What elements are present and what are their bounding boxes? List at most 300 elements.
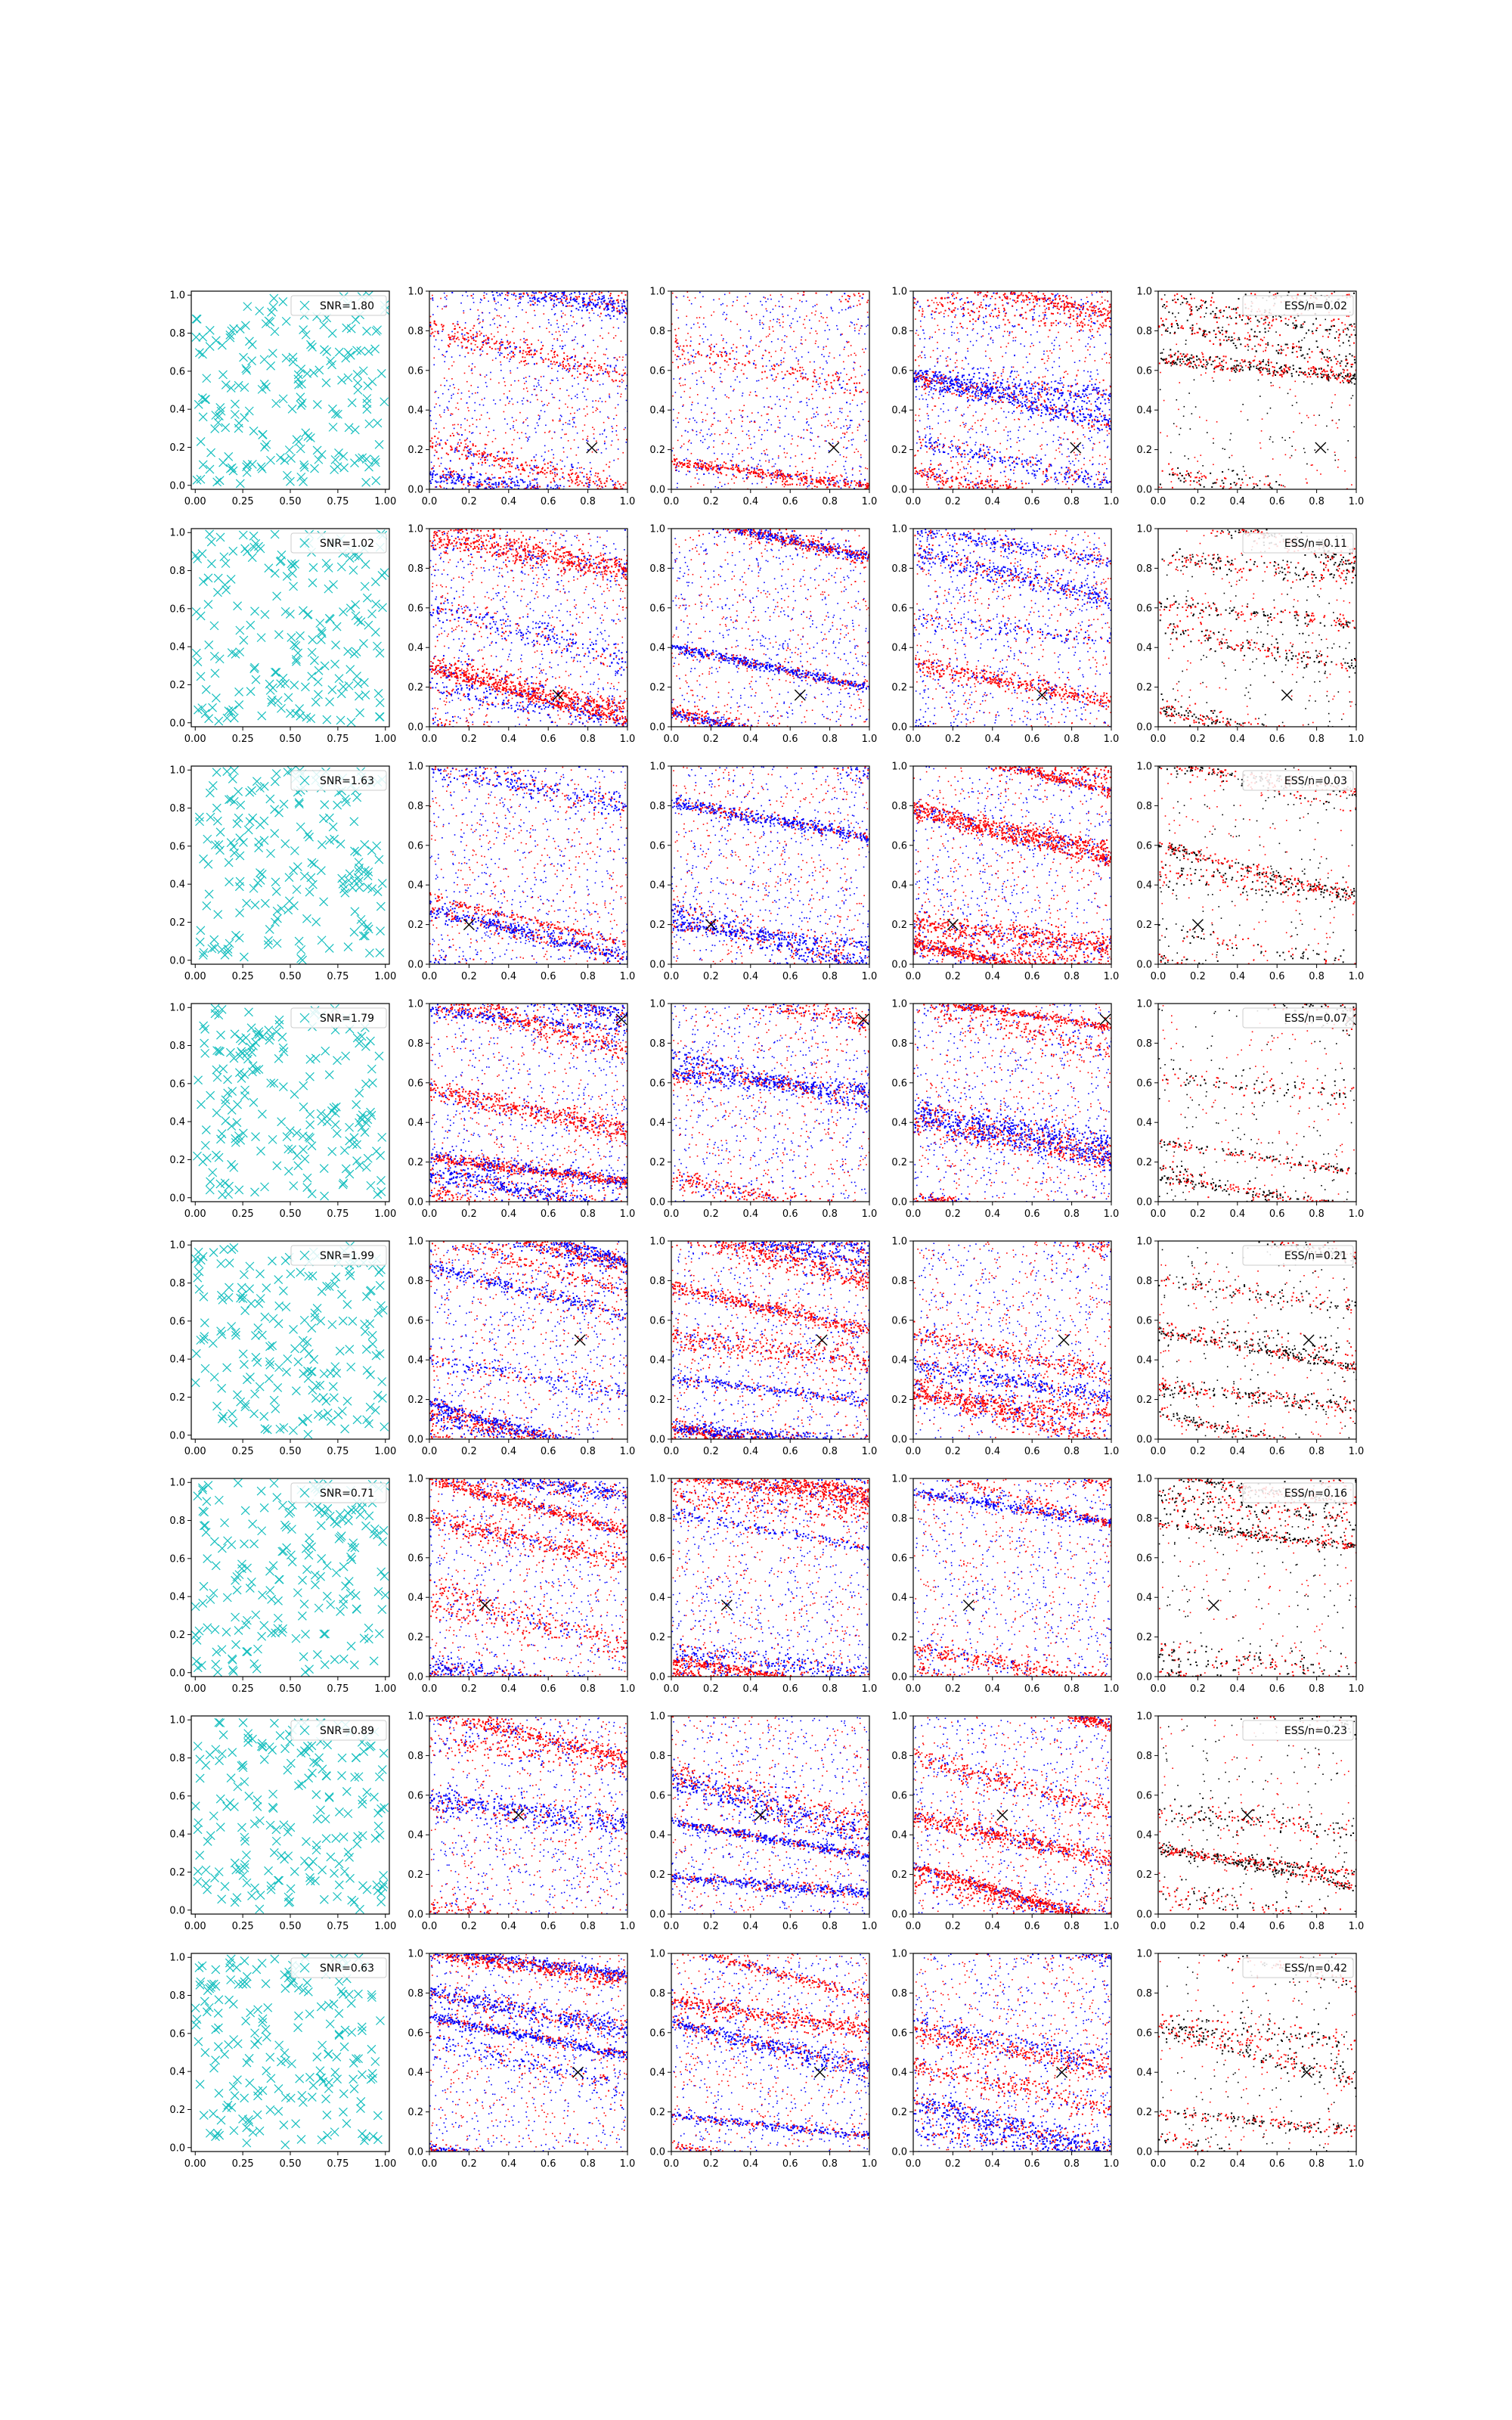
chain-point — [570, 448, 572, 450]
chain-point — [574, 417, 575, 418]
chain-point — [587, 389, 589, 390]
band-point — [1101, 429, 1103, 430]
band-point — [590, 470, 591, 472]
chain-point — [494, 336, 495, 337]
band-point — [710, 347, 711, 349]
chain-point — [672, 361, 674, 363]
band-point — [616, 308, 618, 309]
chain-point — [1052, 307, 1054, 309]
chain-point — [476, 419, 478, 420]
chain-point — [596, 481, 597, 482]
chain-point — [1099, 442, 1101, 443]
chain-point — [733, 301, 734, 302]
chain-point — [816, 411, 817, 413]
chain-point — [605, 354, 606, 355]
chain-point — [806, 402, 807, 404]
chain-point — [720, 381, 722, 383]
band-point — [556, 473, 558, 475]
chain-point — [609, 393, 610, 395]
band-point — [916, 386, 917, 387]
chain-point — [675, 392, 677, 393]
band-point — [594, 299, 596, 301]
band-point — [716, 464, 717, 466]
chain-point — [705, 420, 707, 421]
chain-point — [796, 358, 798, 359]
band-point — [503, 482, 504, 484]
sample-marker — [364, 382, 372, 390]
band-point — [543, 359, 544, 361]
chain-point — [458, 389, 460, 390]
chain-point — [525, 433, 527, 435]
chain-point — [953, 436, 955, 437]
band-point — [506, 458, 507, 460]
chain-point — [1085, 394, 1086, 396]
chain-point — [1054, 361, 1055, 363]
band-point — [600, 301, 602, 302]
band-point — [1065, 409, 1067, 411]
chain-point — [587, 479, 588, 480]
band-point — [544, 294, 546, 296]
chain-point — [823, 356, 825, 358]
band-point — [738, 465, 739, 467]
chain-point — [937, 481, 938, 482]
chain-point — [541, 401, 543, 402]
x-tick-label: 0.4 — [742, 496, 758, 507]
chain-point — [761, 358, 763, 359]
band-point — [709, 357, 711, 358]
band-point — [724, 360, 726, 361]
chain-point — [954, 298, 956, 299]
chain-point — [975, 411, 977, 413]
chain-point — [1048, 479, 1049, 481]
y-tick-label: 0.0 — [169, 480, 185, 492]
band-point — [676, 464, 677, 466]
band-point — [858, 293, 860, 294]
chain-point — [477, 319, 479, 321]
band-point — [562, 366, 564, 368]
band-point — [525, 462, 526, 464]
chain-point — [733, 482, 735, 484]
chain-point — [854, 369, 855, 371]
band-point — [448, 471, 449, 473]
band-point — [539, 486, 541, 488]
band-point — [470, 343, 472, 344]
band-point — [1055, 412, 1056, 414]
band-point — [836, 376, 838, 377]
chain-point — [1067, 374, 1069, 375]
chain-point — [457, 321, 459, 323]
chain-point — [535, 479, 537, 481]
band-point — [586, 482, 587, 484]
band-point — [610, 318, 612, 319]
chain-point — [812, 470, 813, 471]
band-point — [586, 476, 587, 478]
chain-point — [461, 392, 463, 394]
chain-point — [1046, 318, 1048, 319]
chain-point — [853, 306, 854, 307]
chain-point — [1109, 354, 1111, 355]
band-point — [1002, 402, 1004, 403]
chain-point — [497, 352, 499, 353]
band-point — [519, 350, 521, 352]
chain-point — [696, 353, 697, 355]
band-point — [493, 483, 494, 485]
band-point — [553, 466, 554, 467]
y-tick-label: 0.4 — [649, 405, 665, 417]
chain-point — [806, 422, 807, 424]
chain-point — [457, 345, 459, 346]
chain-point — [1013, 470, 1015, 471]
chain-point — [1059, 345, 1061, 346]
chain-point — [495, 438, 497, 439]
chain-point — [1052, 352, 1053, 354]
chain-point — [589, 317, 590, 318]
band-point — [961, 381, 962, 383]
chain-point — [731, 464, 733, 466]
band-point — [541, 292, 542, 293]
chain-point — [944, 438, 946, 439]
band-point — [520, 473, 522, 475]
chain-point — [858, 333, 860, 334]
chain-point — [623, 374, 624, 376]
band-point — [543, 361, 544, 363]
band-point — [683, 350, 685, 352]
band-point — [455, 448, 457, 449]
chain-point — [717, 487, 719, 489]
band-point — [946, 380, 947, 382]
chain-point — [957, 407, 959, 408]
chain-point — [921, 352, 922, 353]
chain-point — [577, 467, 578, 469]
band-point — [1038, 399, 1040, 401]
chain-point — [525, 419, 527, 420]
band-point — [457, 473, 458, 475]
band-point — [864, 479, 866, 480]
band-point — [748, 464, 749, 466]
sample-marker — [240, 353, 248, 361]
band-point — [829, 484, 831, 486]
chain-point — [916, 396, 917, 398]
chain-point — [942, 488, 943, 489]
band-point — [571, 306, 572, 307]
chain-point — [482, 464, 483, 466]
band-point — [592, 295, 593, 296]
chain-point — [928, 394, 930, 396]
band-point — [1003, 396, 1005, 398]
band-point — [496, 340, 497, 342]
band-point — [485, 462, 486, 464]
band-point — [915, 359, 916, 361]
chain-point — [784, 341, 785, 343]
chain-point — [956, 456, 957, 458]
chain-point — [993, 340, 994, 341]
band-point — [1020, 402, 1021, 403]
band-point — [553, 478, 554, 479]
y-tick-label: 0.2 — [649, 445, 665, 456]
chain-point — [720, 420, 721, 422]
chain-point — [1016, 377, 1018, 378]
chain-point — [773, 319, 774, 321]
chain-point — [771, 341, 773, 343]
chain-point — [510, 352, 511, 354]
band-point — [816, 479, 817, 481]
chain-point — [513, 427, 514, 429]
band-point — [569, 302, 570, 303]
chain-point — [951, 326, 953, 327]
chain-point — [763, 316, 764, 318]
chain-point — [857, 305, 858, 306]
chain-point — [498, 383, 500, 384]
chain-point — [541, 390, 542, 392]
chain-point — [929, 392, 931, 393]
chain-point — [951, 440, 953, 442]
band-point — [464, 440, 466, 442]
chain-point — [600, 335, 601, 337]
chain-point — [1045, 455, 1046, 456]
band-point — [802, 378, 804, 380]
chain-point — [515, 299, 516, 300]
sample-marker — [248, 357, 256, 365]
chain-point — [448, 408, 449, 409]
sample-marker — [199, 413, 207, 421]
band-point — [452, 476, 454, 477]
chain-point — [514, 380, 516, 382]
chain-point — [962, 442, 963, 444]
band-point — [557, 486, 559, 487]
chain-point — [1049, 350, 1051, 352]
chain-point — [741, 426, 742, 427]
band-point — [529, 484, 531, 486]
chain-point — [1061, 301, 1062, 302]
band-point — [613, 306, 615, 308]
chain-point — [819, 321, 820, 322]
chain-point — [565, 422, 567, 424]
band-point — [524, 470, 525, 471]
band-point — [610, 479, 612, 480]
band-point — [1029, 405, 1030, 407]
band-point — [577, 361, 578, 363]
chain-point — [808, 424, 810, 426]
chain-point — [479, 322, 481, 324]
chain-point — [1021, 480, 1023, 482]
chain-point — [1075, 455, 1077, 456]
chain-point — [970, 437, 971, 439]
chain-point — [779, 301, 780, 302]
band-point — [434, 436, 435, 437]
band-point — [736, 476, 737, 478]
chain-point — [592, 451, 593, 453]
band-point — [484, 480, 485, 482]
chain-point — [586, 439, 587, 441]
band-point — [562, 476, 563, 478]
chain-point — [683, 296, 685, 297]
chain-point — [497, 348, 499, 349]
sample-marker — [199, 461, 207, 469]
chain-point — [1052, 343, 1053, 344]
chain-point — [937, 437, 939, 439]
chain-point — [810, 333, 811, 334]
chain-point — [854, 293, 855, 295]
band-point — [749, 473, 751, 475]
chain-point — [444, 361, 445, 362]
band-point — [446, 452, 448, 454]
chain-point — [1108, 402, 1110, 403]
chain-point — [837, 372, 838, 374]
chain-point — [827, 325, 829, 327]
band-point — [1065, 419, 1067, 420]
band-point — [978, 395, 979, 396]
chain-point — [570, 315, 572, 317]
band-point — [461, 470, 463, 471]
chain-point — [460, 424, 462, 426]
chain-point — [736, 352, 737, 353]
band-point — [970, 387, 971, 389]
chain-point — [699, 327, 700, 328]
chain-point — [487, 435, 488, 436]
band-point — [1021, 406, 1023, 408]
chain-point — [736, 299, 738, 301]
chain-point — [702, 421, 704, 423]
band-point — [453, 336, 454, 337]
sample-marker — [287, 455, 296, 463]
chain-point — [1003, 311, 1005, 312]
sample-marker — [314, 455, 323, 464]
chain-point — [465, 322, 466, 324]
chain-point — [603, 383, 604, 385]
chain-point — [914, 345, 916, 346]
y-tick-label: 0.8 — [169, 328, 185, 340]
chain-point — [989, 464, 990, 465]
chain-point — [841, 437, 842, 439]
sample-marker — [364, 463, 373, 471]
chain-point — [526, 387, 528, 389]
band-point — [482, 327, 483, 328]
chain-point — [572, 482, 573, 484]
chain-point — [1092, 294, 1093, 296]
chain-point — [1046, 368, 1047, 370]
band-point — [994, 392, 996, 393]
chain-point — [434, 346, 435, 348]
chain-point — [779, 427, 781, 429]
band-point — [859, 382, 860, 383]
band-point — [601, 292, 603, 293]
chain-point — [579, 408, 581, 410]
chain-point — [1054, 479, 1055, 480]
band-point — [584, 305, 585, 306]
band-point — [607, 305, 609, 306]
chain-point — [785, 416, 786, 417]
band-point — [484, 297, 485, 299]
band-point — [618, 306, 619, 307]
chain-point — [739, 381, 741, 383]
chain-point — [457, 424, 459, 426]
chain-point — [970, 482, 971, 483]
band-point — [466, 447, 467, 448]
chain-point — [479, 419, 481, 420]
band-point — [604, 363, 606, 365]
band-point — [453, 477, 454, 479]
band-point — [559, 298, 561, 299]
band-point — [1004, 470, 1005, 472]
chain-point — [996, 418, 997, 420]
chain-point — [429, 415, 431, 417]
band-point — [790, 478, 792, 479]
band-point — [562, 294, 564, 296]
x-tick-label: 0.0 — [664, 496, 680, 507]
chain-point — [1054, 381, 1055, 383]
band-point — [850, 392, 851, 394]
y-tick-label: 0.8 — [407, 326, 423, 337]
chain-point — [1068, 488, 1070, 489]
chain-point — [437, 306, 438, 308]
chain-point — [444, 385, 445, 386]
band-point — [611, 303, 612, 305]
band-point — [845, 479, 847, 480]
chain-point — [829, 407, 831, 408]
chain-point — [676, 309, 677, 311]
band-point — [706, 467, 708, 469]
band-point — [498, 483, 500, 485]
chain-point — [844, 389, 846, 390]
chain-point — [693, 349, 695, 351]
chain-point — [770, 320, 771, 321]
band-point — [450, 476, 451, 477]
sample-marker — [346, 351, 355, 359]
scatter-points — [913, 291, 1112, 491]
chain-point — [714, 417, 715, 419]
chain-point — [618, 458, 619, 460]
chain-point — [446, 407, 448, 408]
chain-point — [847, 415, 849, 417]
chain-point — [826, 440, 827, 442]
band-point — [471, 473, 472, 475]
chain-point — [770, 396, 771, 398]
chain-point — [1090, 371, 1092, 373]
chain-point — [1016, 309, 1018, 311]
band-point — [1109, 418, 1111, 420]
band-point — [770, 483, 772, 485]
chain-point — [532, 327, 534, 329]
chain-point — [761, 466, 762, 467]
chain-point — [754, 422, 756, 424]
chain-point — [962, 327, 964, 329]
band-point — [1045, 414, 1046, 415]
chain-point — [1069, 461, 1070, 462]
chain-point — [697, 482, 699, 484]
chain-point — [844, 482, 845, 483]
chain-point — [507, 424, 508, 425]
chain-point — [864, 402, 866, 403]
band-point — [702, 468, 703, 470]
chain-point — [472, 327, 474, 329]
chain-point — [472, 463, 474, 464]
chain-point — [525, 342, 526, 343]
chain-point — [438, 349, 440, 350]
chain-point — [990, 447, 991, 448]
band-point — [776, 377, 777, 378]
band-point — [550, 461, 551, 463]
chain-point — [782, 321, 784, 323]
band-point — [442, 448, 443, 449]
band-point — [492, 294, 494, 296]
chain-point — [479, 433, 481, 434]
chain-point — [573, 349, 575, 350]
chain-point — [801, 343, 802, 344]
chain-point — [451, 356, 453, 358]
chain-point — [742, 430, 744, 432]
chain-point — [841, 487, 842, 489]
band-point — [595, 293, 596, 295]
